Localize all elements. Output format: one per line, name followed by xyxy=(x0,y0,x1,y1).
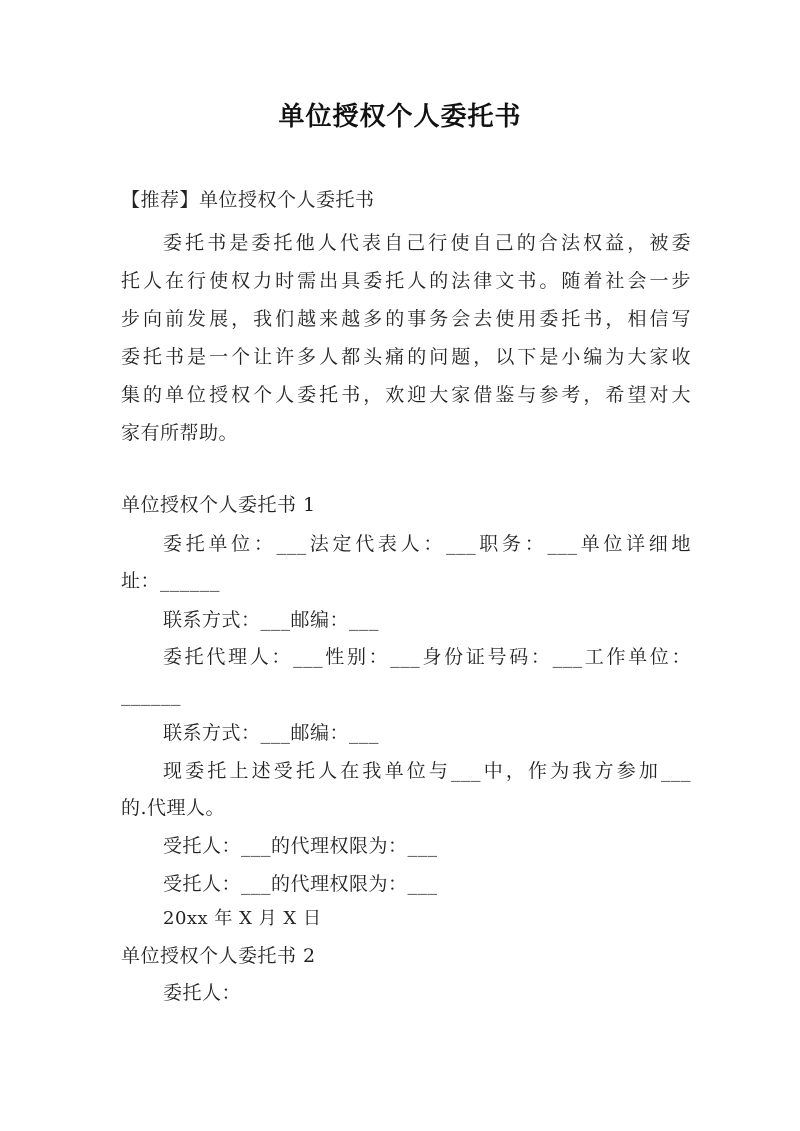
section1-line-1: 委托单位：___法定代表人：___职务：___单位详细地 xyxy=(163,533,691,555)
section1-line-4: 委托代理人：___性别：___身份证号码：___工作单位： xyxy=(163,646,691,668)
section1-line-8: 的.代理人。 xyxy=(121,797,226,819)
section2-line-1: 委托人： xyxy=(163,982,242,1004)
intro-line-6: 家有所帮助。 xyxy=(121,422,239,444)
recommend-line: 【推荐】单位授权个人委托书 xyxy=(121,189,375,211)
section1-line-6: 联系方式：___邮编：___ xyxy=(163,722,380,744)
section1-line-2: 址：______ xyxy=(121,570,221,592)
intro-line-1: 委托书是委托他人代表自己行使自己的合法权益，被委 xyxy=(163,232,691,254)
intro-line-3: 步向前发展，我们越来越多的事务会去使用委托书，相信写 xyxy=(121,308,691,330)
section2-heading: 单位授权个人委托书 2 xyxy=(121,945,316,967)
section1-line-7: 现委托上述受托人在我单位与___中，作为我方参加___ xyxy=(163,760,691,782)
section1-line-5: ______ xyxy=(121,684,181,706)
page-title: 单位授权个人委托书 xyxy=(278,102,522,132)
section1-date: 20xx 年 X 月 X 日 xyxy=(163,908,322,929)
section1-line-9: 受托人：___的代理权限为：___ xyxy=(163,835,438,857)
intro-line-5: 集的单位授权个人委托书，欢迎大家借鉴与参考，希望对大 xyxy=(121,384,691,406)
intro-line-4: 委托书是一个让许多人都头痛的问题，以下是小编为大家收 xyxy=(121,346,691,368)
section1-line-3: 联系方式：___邮编：___ xyxy=(163,609,380,631)
section1-heading: 单位授权个人委托书 1 xyxy=(121,494,316,516)
section1-line-10: 受托人：___的代理权限为：___ xyxy=(163,873,438,895)
intro-line-2: 托人在行使权力时需出具委托人的法律文书。随着社会一步 xyxy=(121,270,691,292)
